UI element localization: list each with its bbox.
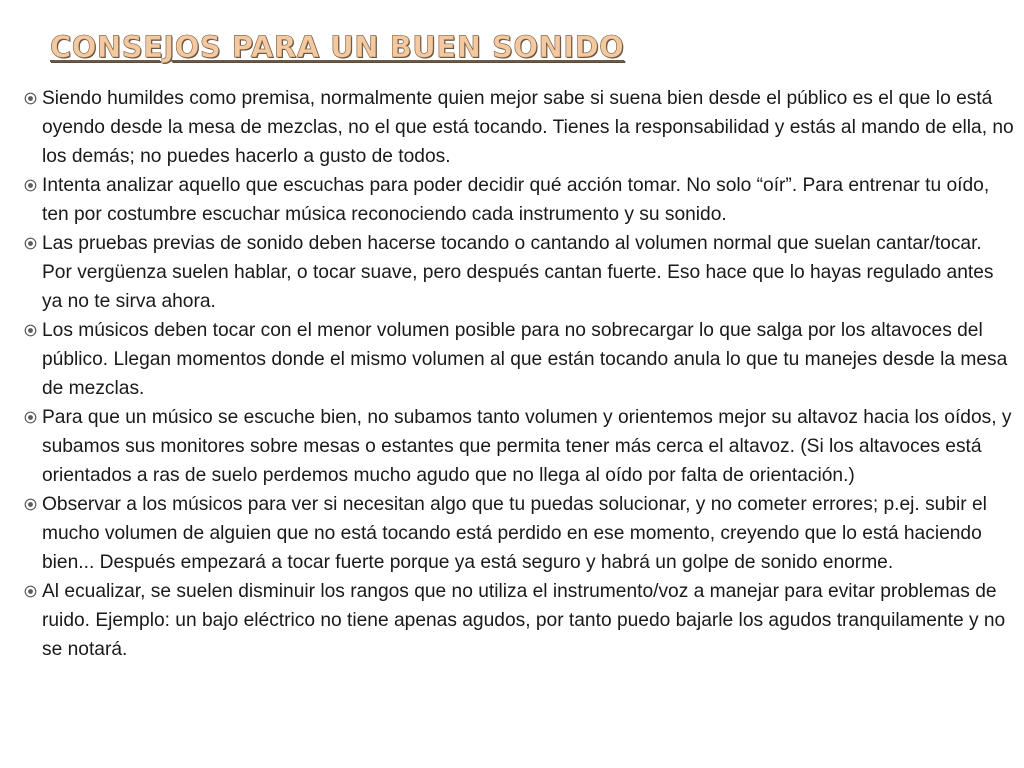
bullet-item [20,403,1016,490]
slide-title: CONSEJOS PARA UN BUEN SONIDO [50,30,625,64]
bullet-item [20,84,1016,171]
circled-dot-bullet-icon [24,92,37,105]
bullet-item [20,171,1016,229]
circled-dot-bullet-icon [24,498,37,511]
bullet-text: Las pruebas previas de sonido deben hacerse tocando o cantando al volumen normal que suelan cantar/tocar. Por vergüenza suelen hablar, o tocar suave, pero después cantan fuerte. Eso hace que lo hayas regulado antes ya no te sirva ahora. [42,233,994,312]
bullet-text: Siendo humildes como premisa, normalmente quien mejor sabe si suena bien desde el público es el que lo está oyendo desde la mesa de mezclas, no el que está tocando. Tienes la responsabilidad y estás al mando de ella, no los demás; no puedes hacerlo a gusto de todos. [42,88,1014,167]
bullet-text: Para que un músico se escuche bien, no subamos tanto volumen y orientemos mejor su altavoz hacia los oídos, y subamos sus monitores sobre mesas o estantes que permita tener más cerca el altavoz. (Si los altavoces está orientados a ras de suelo perdemos mucho agudo que no llega al oído por falta de orientación.) [42,407,1012,486]
bullet-text: Los músicos deben tocar con el menor volumen posible para no sobrecargar lo que salga por los altavoces del público. Llegan momentos donde el mismo volumen al que están tocando anula lo que tu manejes desde la mesa de mezclas. [42,320,1008,399]
bullet-item [20,490,1016,577]
circled-dot-bullet-icon [24,179,37,192]
bullet-text: Intenta analizar aquello que escuchas para poder decidir qué acción tomar. No solo “oír”. Para entrenar tu oído, ten por costumbre escuchar música reconociendo cada instrumento y su sonido. [42,175,990,225]
circled-dot-bullet-icon [24,324,37,337]
circled-dot-bullet-icon [24,411,37,424]
circled-dot-bullet-icon [24,237,37,250]
bullet-text: Observar a los músicos para ver si necesitan algo que tu puedas solucionar, y no cometer errores; p.ej. subir el mucho volumen de alguien que no está tocando está perdido en ese momento, creyendo que lo está haciendo bien... Después empezará a tocar fuerte porque ya está seguro y habrá un golpe de sonido enorme. [42,494,987,573]
bullet-text: Al ecualizar, se suelen disminuir los rangos que no utiliza el instrumento/voz a manejar para evitar problemas de ruido. Ejemplo: un bajo eléctrico no tiene apenas agudos, por tanto puedo bajarle los agudos tranquilamente y no se notará. [42,581,1006,660]
bullet-item [20,316,1016,403]
circled-dot-bullet-icon [24,585,37,598]
bullet-list [20,84,1016,664]
bullet-item [20,229,1016,316]
bullet-item [20,577,1016,664]
